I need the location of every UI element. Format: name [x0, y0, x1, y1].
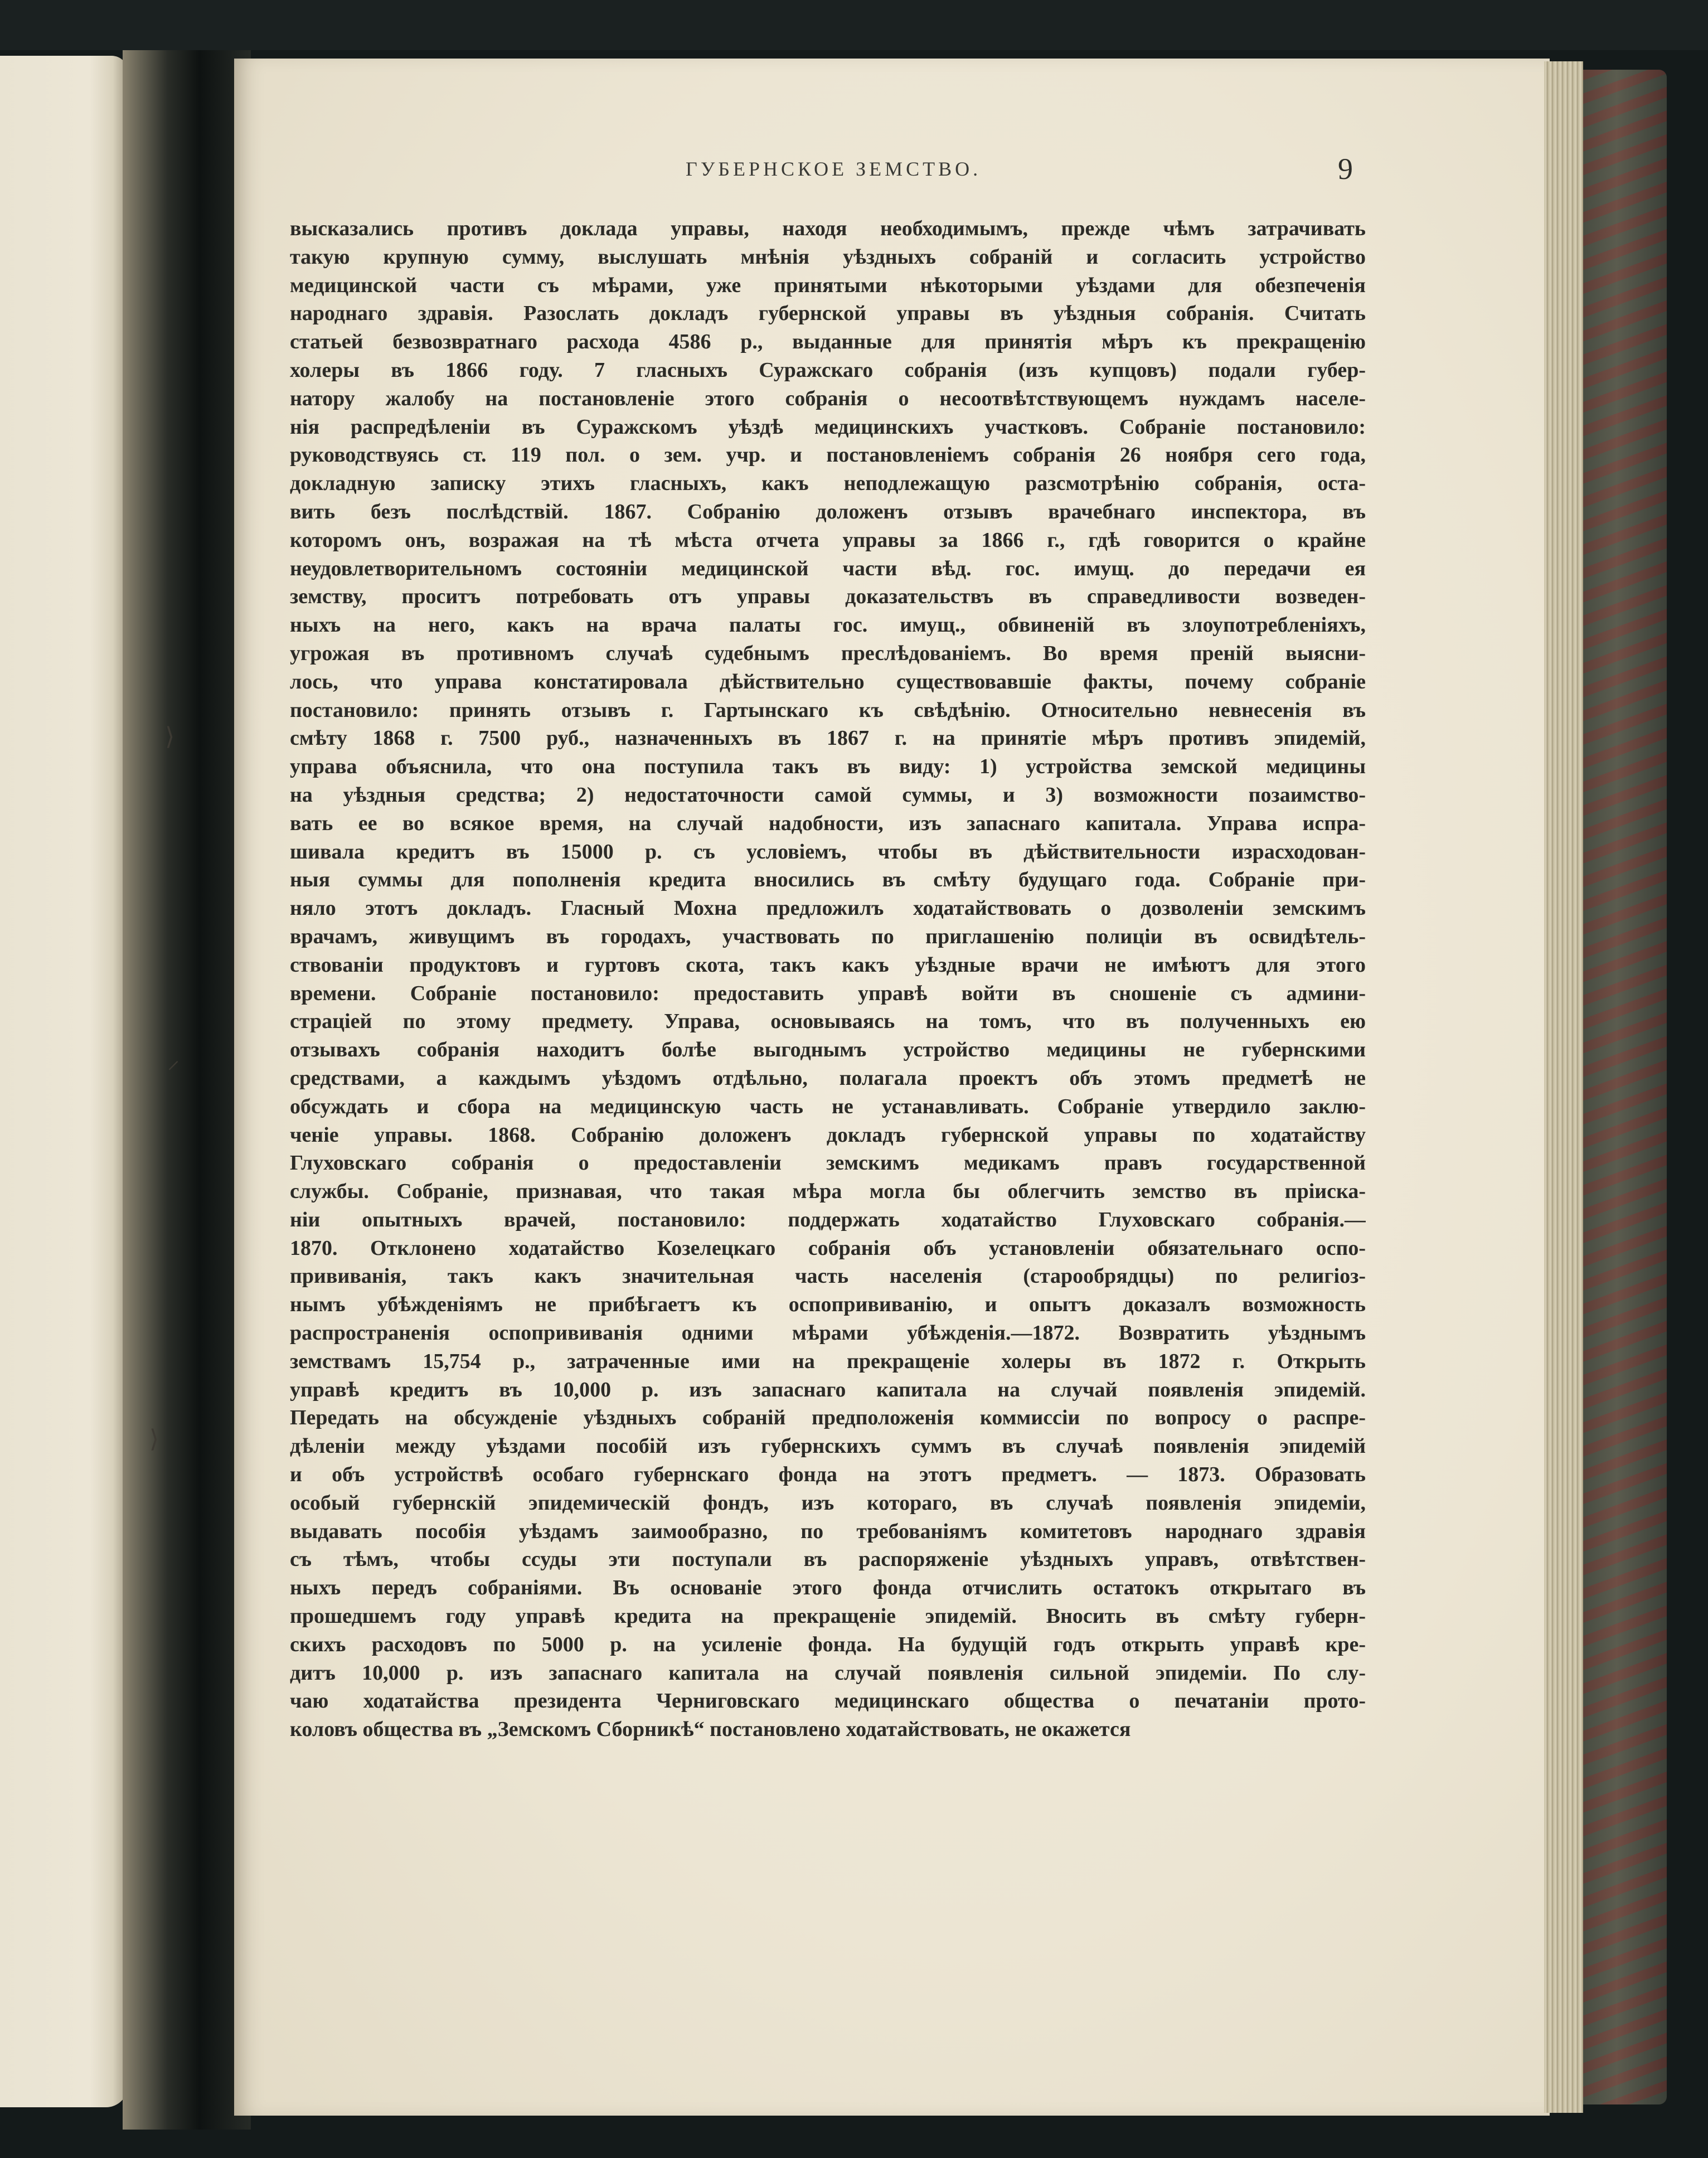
- page-edges: [1544, 61, 1583, 2113]
- text-line: руководствуясь ст. 119 пол. о зем. учр. и постановленіемъ собранія 26 ноября сего года,: [290, 443, 1366, 467]
- text-line: ныхъ передъ собраніями. Въ основаніе этого фонда отчислить остатокъ открытаго въ: [290, 1576, 1366, 1600]
- text-line: чаю ходатайства президента Черниговскаго медицинскаго общества о печатаніи прото-: [290, 1689, 1366, 1713]
- margin-mark: ⟩: [149, 1425, 159, 1453]
- text-line: скихъ расходовъ по 5000 р. на усиленіе фонда. На будущій годъ открыть управѣ кре-: [290, 1632, 1366, 1656]
- text-line: постановило: принять отзывъ г. Гартынскаго къ свѣдѣнію. Относительно невнесенія въ: [290, 698, 1366, 722]
- text-line: земствамъ 15,754 р., затраченные ими на прекращеніе холеры въ 1872 г. Открыть: [290, 1349, 1366, 1373]
- text-line: докладную записку этихъ гласныхъ, какъ неподлежащую разсмотрѣнію собранія, оста-: [290, 472, 1366, 496]
- text-line: 1870. Отклонено ходатайство Козелецкаго собранія объ установленіи обязательнаго оспо-: [290, 1236, 1366, 1260]
- margin-mark: ⟩: [165, 723, 175, 750]
- book-gutter: [123, 50, 251, 2130]
- text-line: и объ устройствѣ особаго губернскаго фонда на этотъ предметъ. — 1873. Образовать: [290, 1463, 1366, 1487]
- text-line: вать ее во всякое время, на случай надобности, изъ запаснаго капитала. Управа испра-: [290, 811, 1366, 835]
- text-line: особый губернскій эпидемическій фондъ, изъ котораго, въ случаѣ появленія эпидеміи,: [290, 1491, 1366, 1515]
- text-line: ствованіи продуктовъ и гуртовъ скота, такъ какъ уѣздные врачи не имѣютъ для этого: [290, 953, 1366, 977]
- text-line: народнаго здравія. Разослать докладъ губернской управы въ уѣздныя собранія. Считать: [290, 302, 1366, 326]
- text-line: няло этотъ докладъ. Гласный Мохна предложилъ ходатайствовать о дозволеніи земскимъ: [290, 896, 1366, 920]
- text-line: ченіе управы. 1868. Собранію доложенъ докладъ губернской управы по ходатайству: [290, 1123, 1366, 1147]
- text-line: неудовлетворительномъ состояніи медицинской части вѣд. гос. имущ. до передачи ея: [290, 556, 1366, 580]
- text-line: ныя суммы для пополненія кредита вносились въ смѣту будущаго года. Собраніе при-: [290, 868, 1366, 892]
- text-line: такую крупную сумму, выслушать мнѣнія уѣздныхъ собраній и согласить устройство: [290, 245, 1366, 269]
- running-header: ГУБЕРНСКОЕ ЗЕМСТВО.: [686, 158, 982, 180]
- text-line: коловъ общества въ „Земскомъ Сборникѣ“ постановлено ходатайствовать, не окажется: [290, 1718, 1131, 1742]
- left-facing-page: [0, 56, 128, 2107]
- text-line: службы. Собраніе, признавая, что такая мѣра могла бы облегчить земство въ пріиска-: [290, 1180, 1366, 1204]
- text-line: времени. Собраніе постановило: предоставить управѣ войти въ сношеніе съ админи-: [290, 981, 1366, 1005]
- text-line: нымъ убѣжденіямъ не прибѣгаетъ къ оспопрививанію, и опытъ доказалъ возможность: [290, 1293, 1366, 1317]
- text-line: средствами, а каждымъ уѣздомъ отдѣльно, полагала проектъ объ этомъ предметѣ не: [290, 1066, 1366, 1090]
- text-line: управа объяснила, что она поступила такъ въ виду: 1) устройства земской медицины: [290, 755, 1366, 779]
- text-line: лось, что управа констатировала дѣйствительно существовавшіе факты, почему собраніе: [290, 670, 1366, 694]
- text-line: статьей безвозвратнаго расхода 4586 р., выданные для принятія мѣръ къ прекращенію: [290, 330, 1366, 354]
- text-line: натору жалобу на постановленіе этого собранія о несоотвѣтствующемъ нуждамъ населе-: [290, 386, 1366, 410]
- text-line: шивала кредитъ въ 15000 р. съ условіемъ, чтобы въ дѣйствительности израсходован-: [290, 840, 1366, 864]
- text-line: ніи опытныхъ врачей, постановило: поддержать ходатайство Глуховскаго собранія.—: [290, 1207, 1366, 1231]
- text-line: которомъ онъ, возражая на тѣ мѣста отчета управы за 1866 г., гдѣ говорится о крайне: [290, 528, 1366, 552]
- text-line: медицинской части съ мѣрами, уже принятыми нѣкоторыми уѣздами для обезпеченія: [290, 273, 1366, 297]
- text-line: нія распредѣленіи въ Суражскомъ уѣздѣ медицинскихъ участковъ. Собраніе постановило:: [290, 415, 1366, 439]
- text-line: управѣ кредитъ въ 10,000 р. изъ запаснаго капитала на случай появленія эпидемій.: [290, 1378, 1366, 1402]
- text-line: прививанія, такъ какъ значительная часть населенія (старообрядцы) по религіоз-: [290, 1264, 1366, 1288]
- text-line: дѣленіи между уѣздами пособій изъ губернскихъ суммъ въ случаѣ появленія эпидемій: [290, 1434, 1366, 1458]
- text-line: прошедшемъ году управѣ кредита на прекращеніе эпидемій. Вносить въ смѣту губерн-: [290, 1604, 1366, 1628]
- body-text: [290, 215, 1366, 1744]
- text-line: дитъ 10,000 р. изъ запаснаго капитала на случай появленія сильной эпидеміи. По слу-: [290, 1661, 1366, 1685]
- margin-mark: ⸝: [167, 1046, 179, 1074]
- text-line: отзывахъ собранія находитъ болѣе выгоднымъ устройство медицины не губернскими: [290, 1038, 1366, 1062]
- text-line: съ тѣмъ, чтобы ссуды эти поступали въ распоряженіе уѣздныхъ управъ, отвѣтствен-: [290, 1548, 1366, 1572]
- text-line: выдавать пособія уѣздамъ заимообразно, по требованіямъ комитетовъ народнаго здравія: [290, 1519, 1366, 1543]
- text-line: угрожая въ противномъ случаѣ судебнымъ преслѣдованіемъ. Во время преній выясни-: [290, 641, 1366, 665]
- scan-background-top: [0, 0, 1708, 50]
- text-line: врачамъ, живущимъ въ городахъ, участвовать по приглашенію полиціи въ освидѣтель-: [290, 924, 1366, 948]
- text-line: распространенія оспопрививанія одними мѣрами убѣжденія.—1872. Возвратить уѣзднымъ: [290, 1321, 1366, 1345]
- text-line: Передать на обсужденіе уѣздныхъ собраній предположенія коммиссіи по вопросу о распре-: [290, 1406, 1366, 1430]
- text-line: земству, проситъ потребовать отъ управы доказательствъ въ справедливости возведен-: [290, 585, 1366, 609]
- book-cover-edge: [1583, 70, 1667, 2104]
- text-line: обсуждать и сбора на медицинскую часть не устанавливать. Собраніе утвердило заклю-: [290, 1094, 1366, 1118]
- text-line: Глуховскаго собранія о предоставленіи земскимъ медикамъ правъ государственной: [290, 1151, 1366, 1175]
- text-line: на уѣздныя средства; 2) недостаточности самой суммы, и 3) возможности позаимство-: [290, 783, 1366, 807]
- text-line: смѣту 1868 г. 7500 руб., назначенныхъ въ 1867 г. на принятіе мѣръ противъ эпидемій,: [290, 726, 1366, 750]
- text-line: страціей по этому предмету. Управа, основываясь на томъ, что въ полученныхъ ею: [290, 1010, 1366, 1034]
- text-line: высказались противъ доклада управы, находя необходимымъ, прежде чѣмъ затрачивать: [290, 217, 1366, 240]
- text-line: холеры въ 1866 году. 7 гласныхъ Суражскаго собранія (изъ купцовъ) подали губер-: [290, 358, 1366, 382]
- text-line: вить безъ послѣдствій. 1867. Собранію доложенъ отзывъ врачебнаго инспектора, въ: [290, 500, 1366, 523]
- text-line: ныхъ на него, какъ на врача палаты гос. имущ., обвиненій въ злоупотребленіяхъ,: [290, 613, 1366, 637]
- page-number: 9: [1338, 152, 1353, 186]
